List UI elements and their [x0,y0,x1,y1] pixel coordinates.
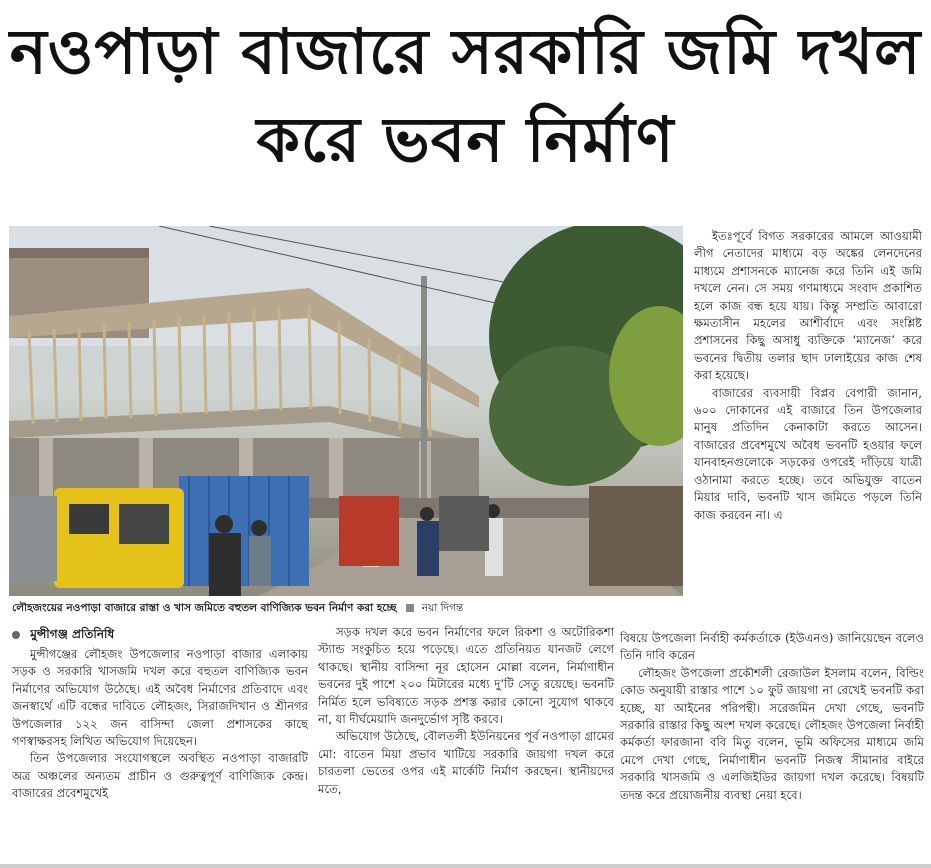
article-paragraph: অভিযোগ উঠেছে, বৌলতলী ইউনিয়নের পূর্ব নওপাড়া গ্রামের মো: বাতেন মিয়া প্রভাব খাটিয়ে সরকারি জায়গা দখল করে চারতলা ভেতের ওপর এই মার্কেটি নির্মাণ করছেন। স্থানীয়দের মতে, [318,729,614,796]
byline [12,624,302,644]
square-bullet-icon [406,604,414,612]
article-paragraph: লৌহজং উপজেলা প্রকৌশলী রেজাউল ইসলাম বলেন, বিল্ডিং কোড অনুযায়ী রাস্তার পাশে ১০ ফুট জায়গা না রেখেই ভবনটি করা হচ্ছে, যা আইনের পরিপন্থী। সরেজমিন দেখা গেছে, ভবনটি সরকারি রাস্তার কিছু অংশ দখল করেছে। লৌহজং উপজেলা নির্বাহী কর্মকর্তা ফারজানা ববি মিতু বলেন, ভূমি অফিসের মাধ্যমে জমি মেপে দেখা গেছে, নির্মাণাধীন ভবনটি নিজস্ব সীমানার বাইরে সরকারি খাসজমি ও এলজিইডির জায়গা দখল করেছে। বিষয়টি তদন্ত করে প্রয়োজনীয় ব্যবস্থা নেয়া হবে। [620,665,924,802]
page-bottom-rule [0,864,931,868]
article-paragraph: বাজারের ব্যবসায়ী বিপ্লব বেপারী জানান, ৬০০ দোকানের এই বাজারে তিন উপজেলার মানুষ প্রতিদিন কেনাকাটা করতে আসেন। বাজারের প্রবেশমুখে অবৈধ ভবনটি হওয়ার ফলে যানবাহনগুলোকে সড়কের ওপরেই দাঁড়িয়ে যাত্রী ওঠানামা করতে হচ্ছে। তবে অভিযুক্ত বাতেন মিয়ার দাবি, ভবনটি খাস জমিতে পড়লে তিনি কাজ করবেন না। এ [694,385,922,522]
article-paragraph: বিষয়ে উপজেলা নির্বাহী কর্মকর্তাকে (ইউএনও) জানিয়েছেন বলেও তিনি দাবি করেন [620,631,924,663]
article-column-3 [620,630,924,868]
photo-caption [12,598,682,618]
news-photo [9,226,683,596]
article-paragraph: মুন্সীগঞ্জের লৌহজং উপজেলার নওপাড়া বাজার এলাকায় সড়ক ও সরকারি খাসজমি দখল করে বহুতল বাণিজ্যিক ভবন নির্মাণের অভিযোগ উঠেছে। এই অবৈধ নির্মাণের প্রতিবাদে এবং জনস্বার্থে এটি বন্ধের দাবিতে লৌহজং, সিরাজদিখান ও শ্রীনগর উপজেলার ১২২ জন বাসিন্দা জেলা প্রশাসকের কাছে গণস্বাক্ষরসহ লিখিত অভিযোগ দিয়েছেন। [12,647,308,749]
article-column-1 [12,646,308,868]
photo-credit: নয়া দিগন্ত [421,602,464,614]
article-paragraph: ইতঃপূর্বে বিগত সরকারের আমলে আওয়ামী লীগ নেতাদের মাধ্যমে বড় অঙ্কের লেনদেনের মাধ্যমে প্রশাসনকে ম্যানেজ করে তিনি এই জমি দখলে নেন। সে সময় গণমাধ্যমে সংবাদ প্রকাশিত হলে কাজ বন্ধ হয়ে যায়। কিন্তু সম্প্রতি আবারো ক্ষমতাসীন মহলের আশীর্বাদে এবং সংশ্লিষ্ট প্রশাসনের কিছু অসাধু ব্যক্তিকে ‘ম্যানেজ’ করে ভবনের দ্বিতীয় তলার ছাদ ঢালাইয়ের কাজ শেষ করা হয়েছে। [694,229,922,383]
article-paragraph: সড়ক দখল করে ভবন নির্মাণের ফলে রিকশা ও অটোরিকশা স্ট্যান্ড সংকুচিত হয়ে পড়েছে। এতে প্রতিনিয়ত যানজট লেগে থাকছে। স্থানীয় বাসিন্দা নূর হোসেন মোল্লা বলেন, নির্মাণাধীন ভবনের দুই পাশে ২০০ মিটারের মধ্যে দু’টি সেতু রয়েছে। ভবনটি নির্মিত হলে ভবিষ্যতে সড়ক প্রশস্ত করার কোনো সুযোগ থাকবে না, যা দীর্ঘমেয়াদি জনদুর্ভোগ সৃষ্টি করবে। [318,625,614,727]
article-column-right [694,228,922,630]
building-construction-illustration [9,226,683,596]
article-paragraph: তিন উপজেলার সংযোগস্থলে অবস্থিত নওপাড়া বাজারটি অত্র অঞ্চলের অন্যতম প্রাচীন ও গুরুত্বপূর্ণ বাণিজ্যিক কেন্দ্র। বাজারের প্রবেশমুখেই [12,751,308,801]
headline: নওপাড়া বাজারে সরকারি জমি দখল করে ভবন নির্মাণ [9,15,922,176]
byline-text: মুন্সীগঞ্জ প্রতিনিধি [30,627,115,641]
article-column-2 [318,624,614,868]
bullet-icon [12,631,20,639]
caption-text: লৌহজংয়ের নওপাড়া বাজারে রাস্তা ও খাস জমিতে বহুতল বাণিজ্যিক ভবন নির্মাণ করা হচ্ছে [12,602,397,614]
